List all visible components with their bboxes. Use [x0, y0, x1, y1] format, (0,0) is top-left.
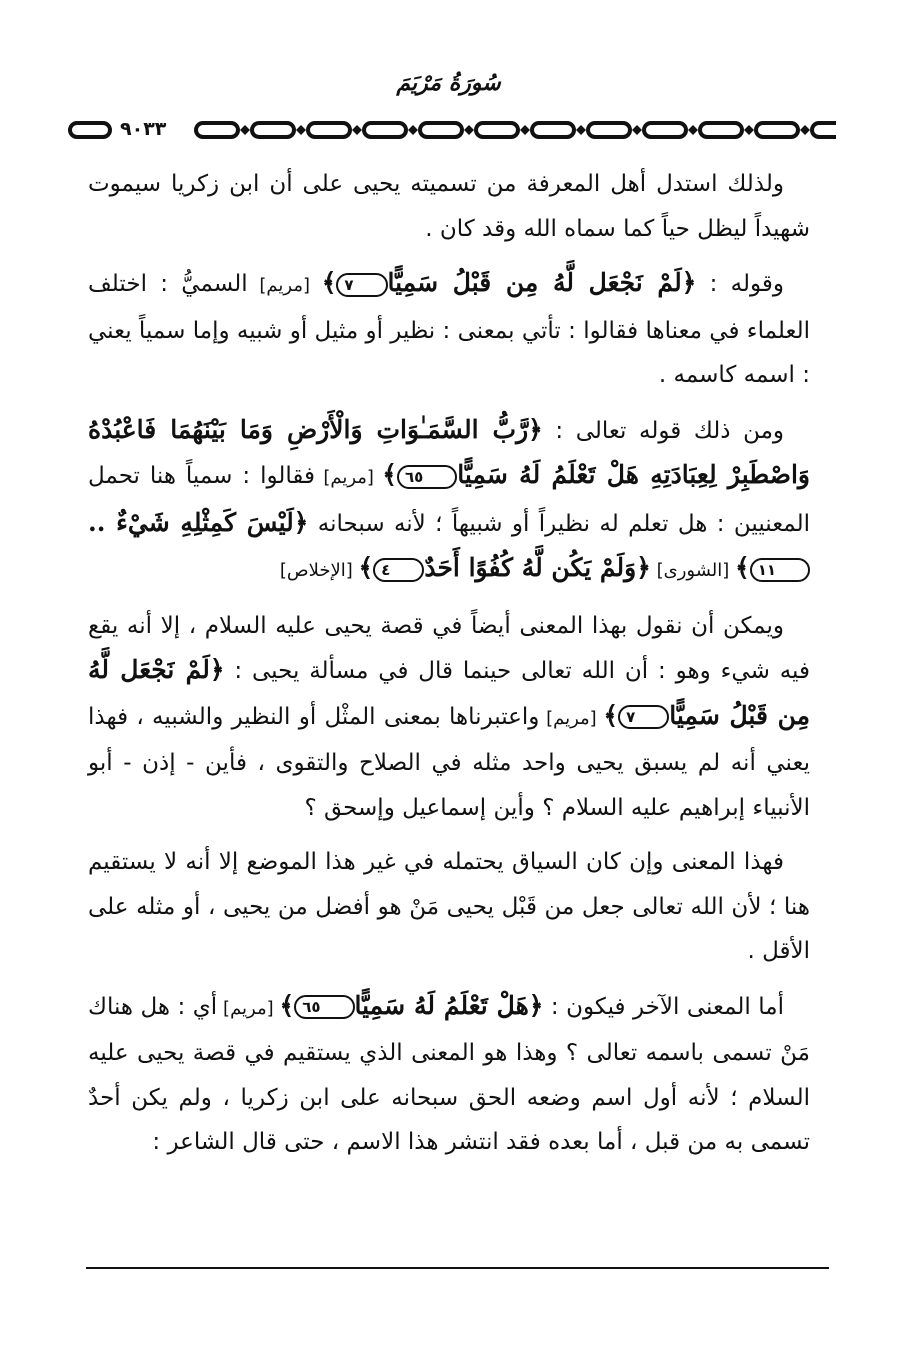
- surah-reference: [الشورى]: [650, 560, 736, 581]
- quran-verse: ﴾: [321, 268, 337, 297]
- paragraph: [88, 604, 810, 831]
- chain-diamond: [352, 125, 362, 135]
- paragraph: [88, 261, 810, 398]
- chain-diamond: [688, 125, 698, 135]
- footnote-divider: [86, 1267, 829, 1269]
- quran-verse: ﴾: [603, 700, 619, 730]
- paragraph: [88, 162, 810, 251]
- quran-verse: ﴾: [735, 553, 750, 582]
- page-header: [0, 70, 897, 96]
- paragraph-text: ويمكن أن نقول بهذا المعنى أيضاً في قصة يحيى عليه السلام ، إلا أنه يقع فيه شيء وهو : أن الله تعالى حينما قال في مسألة يحيى :: [88, 612, 810, 684]
- quran-verse: ﴿وَلَمْ يَكُن لَّهُ كُفُوًا أَحَدٌ: [424, 553, 651, 582]
- chain-link: [812, 123, 836, 137]
- body-text: [88, 162, 810, 1175]
- paragraph: [88, 984, 810, 1165]
- paragraph-text: وقوله :: [696, 271, 784, 297]
- paragraph-text: ولذلك استدل أهل المعرفة من تسميته يحيى على أن ابن زكريا سيموت شهيداً ليظل حياً كما سماه الله وقد كان .: [88, 171, 810, 242]
- verse-number: ١١: [750, 558, 810, 582]
- surah-reference: [مريم]: [539, 707, 604, 729]
- chain-link: [70, 123, 110, 137]
- quran-verse: ﴾: [279, 990, 295, 1020]
- chain-link: [308, 123, 350, 137]
- surah-reference: [مريم]: [314, 467, 383, 488]
- chain-diamond: [744, 125, 754, 135]
- paragraph: [88, 840, 810, 974]
- chain-link: [756, 123, 798, 137]
- chain-link: [196, 123, 238, 137]
- quran-verse: ﴾: [358, 553, 374, 582]
- paragraph-text: ومن ذلك قوله تعالى :: [542, 417, 784, 444]
- chain-link: [588, 123, 630, 137]
- chain-diamond: [800, 125, 810, 135]
- verse-number: ٤: [373, 558, 424, 582]
- paragraph-text: فهذا المعنى وإن كان السياق يحتمله في غير هذا الموضع إلا أنه لا يستقيم هنا ؛ لأن الله تعالى جعل من قَبْل يحيى مَنْ هو أفضل من يحيى ، أو مثله على الأقل .: [88, 849, 810, 964]
- surah-reference: [مريم]: [247, 275, 322, 296]
- paragraph-text: أي : هل هناك مَنْ تسمى باسمه تعالى ؟ وهذا هو المعنى الذي يستقيم في قصة يحيى عليه السلام ؛ لأنه أول اسم وضعه الحق سبحانه على ابن زكريا ، ولم يكن أحدٌ تسمى به من قبل ، أما بعده فقد انتشر هذا الاسم ، حتى قال الشاعر :: [88, 993, 810, 1155]
- chain-link: [476, 123, 518, 137]
- paragraph-text: واعتبرناها بمعنى المثْل أو النظير والشبيه ، فهذا يعني أنه لم يسبق يحيى واحد مثله في الصلاح والتقوى ، فأين - إذن - أبو الأنبياء إبراهيم عليه السلام ؟ وأين إسماعيل وإسحق ؟: [88, 703, 810, 821]
- chain-link: [420, 123, 462, 137]
- chain-link: [364, 123, 406, 137]
- chain-diamond: [408, 125, 418, 135]
- chain-diamond: [240, 125, 250, 135]
- quran-verse: ﴿لَمْ نَجْعَل لَّهُ مِن قَبْلُ سَمِيًّا: [88, 655, 810, 730]
- paragraph-text: أما المعنى الآخر فيكون :: [543, 993, 784, 1020]
- paragraph-text: السميُّ : اختلف العلماء في معناها فقالوا : تأتي بمعنى : نظير أو مثيل أو شبيه وإما سمياً يعني : اسمه كاسمه .: [88, 271, 810, 388]
- surah-reference: [مريم]: [217, 997, 280, 1019]
- verse-number: ٧: [618, 705, 669, 729]
- page-number: ٩٠٣٣: [120, 118, 167, 140]
- quran-verse: ﴿هَلْ تَعْلَمُ لَهُ سَمِيًّا: [354, 990, 544, 1020]
- quran-verse: ﴿لَمْ نَجْعَل لَّهُ مِن قَبْلُ سَمِيًّا: [387, 268, 697, 297]
- quran-verse: ﴿لَيْسَ كَمِثْلِهِ شَيْءٌ ..: [88, 507, 309, 537]
- decorative-chain-border: [66, 116, 836, 146]
- verse-number: ٦٥: [397, 465, 457, 489]
- chain-diamond: [576, 125, 586, 135]
- chain-diamond: [520, 125, 530, 135]
- paragraph-text: فقالوا : سمياً هنا تحمل المعنيين : هل تعلم له نظيراً أو شبيهاً ؛ لأنه سبحانه: [88, 463, 810, 537]
- surah-reference: [الإخلاص]: [279, 560, 359, 581]
- chain-link: [252, 123, 294, 137]
- chain-link: [700, 123, 742, 137]
- chain-link: [532, 123, 574, 137]
- chain-link: [644, 123, 686, 137]
- paragraph: [88, 408, 810, 594]
- surah-title: سُورَةُ مَرْيَمَ: [396, 70, 501, 96]
- chain-diamond: [296, 125, 306, 135]
- chain-diamond: [464, 125, 474, 135]
- verse-number: ٧: [336, 273, 387, 297]
- chain-diamond: [632, 125, 642, 135]
- chain-ornament: [66, 116, 836, 146]
- verse-number: ٦٥: [294, 995, 354, 1019]
- quran-verse: ﴾: [382, 460, 397, 489]
- quran-verse: ﴿رَّبُّ السَّمَـٰوَاتِ وَالْأَرْضِ وَمَا بَيْنَهُمَا فَاعْبُدْهُ وَاصْطَبِرْ لِعِبَادَتِهِ هَلْ تَعْلَمُ لَهُ سَمِيًّا: [88, 414, 810, 489]
